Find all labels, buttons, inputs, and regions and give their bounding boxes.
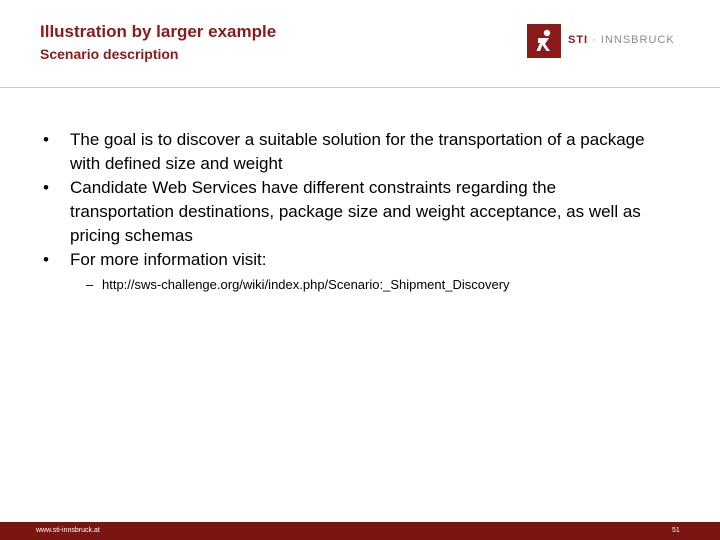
sub-bullet-item xyxy=(40,276,660,294)
sti-runner-logo-icon xyxy=(527,24,561,58)
logo-separator: · xyxy=(588,34,601,46)
bullet-text: Candidate Web Services have different constraints regarding the transportation destinations, package size and weight acceptance, as well as pricing schemas xyxy=(70,178,641,245)
slide-title: Illustration by larger example xyxy=(40,22,277,41)
sub-bullet-marker: – xyxy=(86,277,94,292)
logo-name: INNSBRUCK xyxy=(600,34,675,46)
bullet-text: For more information visit: xyxy=(70,250,267,269)
logo-brand: STI xyxy=(568,34,589,46)
bullet-item xyxy=(40,248,660,272)
slide-header xyxy=(0,0,720,88)
bullet-marker: • xyxy=(43,178,49,197)
footer-url[interactable]: www.sti-innsbruck.at xyxy=(36,527,100,534)
header-divider xyxy=(0,87,720,88)
slide-subtitle: Scenario description xyxy=(40,46,179,62)
slide-body xyxy=(40,128,660,294)
bullet-marker: • xyxy=(43,130,49,149)
bullet-text: The goal is to discover a suitable solution for the transportation of a package with defined size and weight xyxy=(70,130,645,173)
footer-bar xyxy=(0,522,720,540)
page-number: 51 xyxy=(672,527,680,534)
bullet-item xyxy=(40,128,660,176)
bullet-marker: • xyxy=(43,250,49,269)
logo-text xyxy=(568,34,675,46)
sub-bullet-link[interactable]: http://sws-challenge.org/wiki/index.php/Scenario:_Shipment_Discovery xyxy=(102,277,510,292)
bullet-item xyxy=(40,176,660,248)
